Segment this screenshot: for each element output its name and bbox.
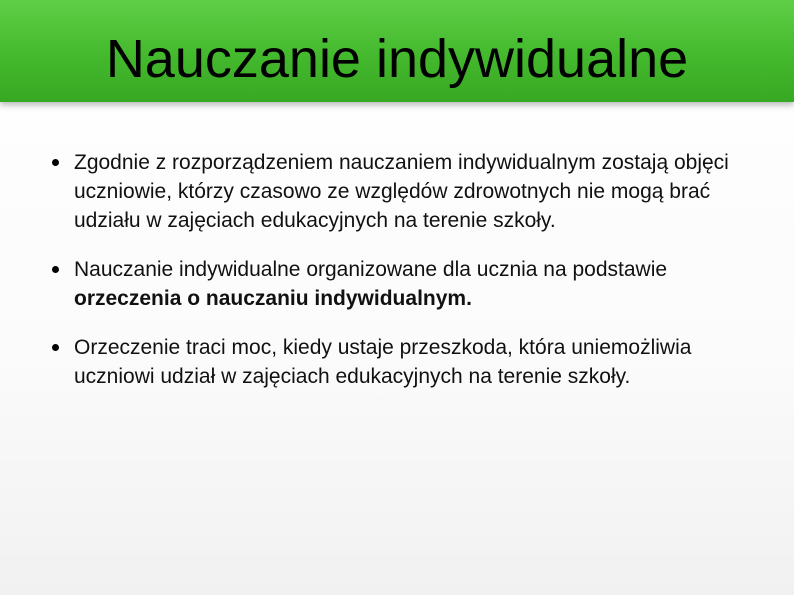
bullet-dot-icon bbox=[52, 266, 59, 273]
bullet-dot-icon bbox=[52, 344, 59, 351]
bullet-text: Zgodnie z rozporządzeniem nauczaniem indywidualnym zostają objęci uczniowie, którzy czasowo ze względów zdrowotnych nie mogą brać udziału w zajęciach edukacyjnych na terenie szkoły. bbox=[74, 151, 729, 232]
bullet-item bbox=[46, 255, 766, 313]
bullet-list bbox=[46, 148, 766, 411]
slide-title: Nauczanie indywidualne bbox=[105, 29, 689, 89]
bullet-text: Nauczanie indywidualne organizowane dla ucznia na podstawie bbox=[74, 258, 668, 281]
bullet-dot-icon bbox=[52, 159, 59, 166]
bullet-item bbox=[46, 333, 766, 391]
bullet-item bbox=[46, 148, 766, 235]
bullet-text-bold: orzeczenia o nauczaniu indywidualnym. bbox=[74, 287, 472, 310]
bullet-text: Orzeczenie traci moc, kiedy ustaje przeszkoda, która uniemożliwia uczniowi udział w zajęciach edukacyjnych na terenie szkoły. bbox=[74, 336, 692, 388]
